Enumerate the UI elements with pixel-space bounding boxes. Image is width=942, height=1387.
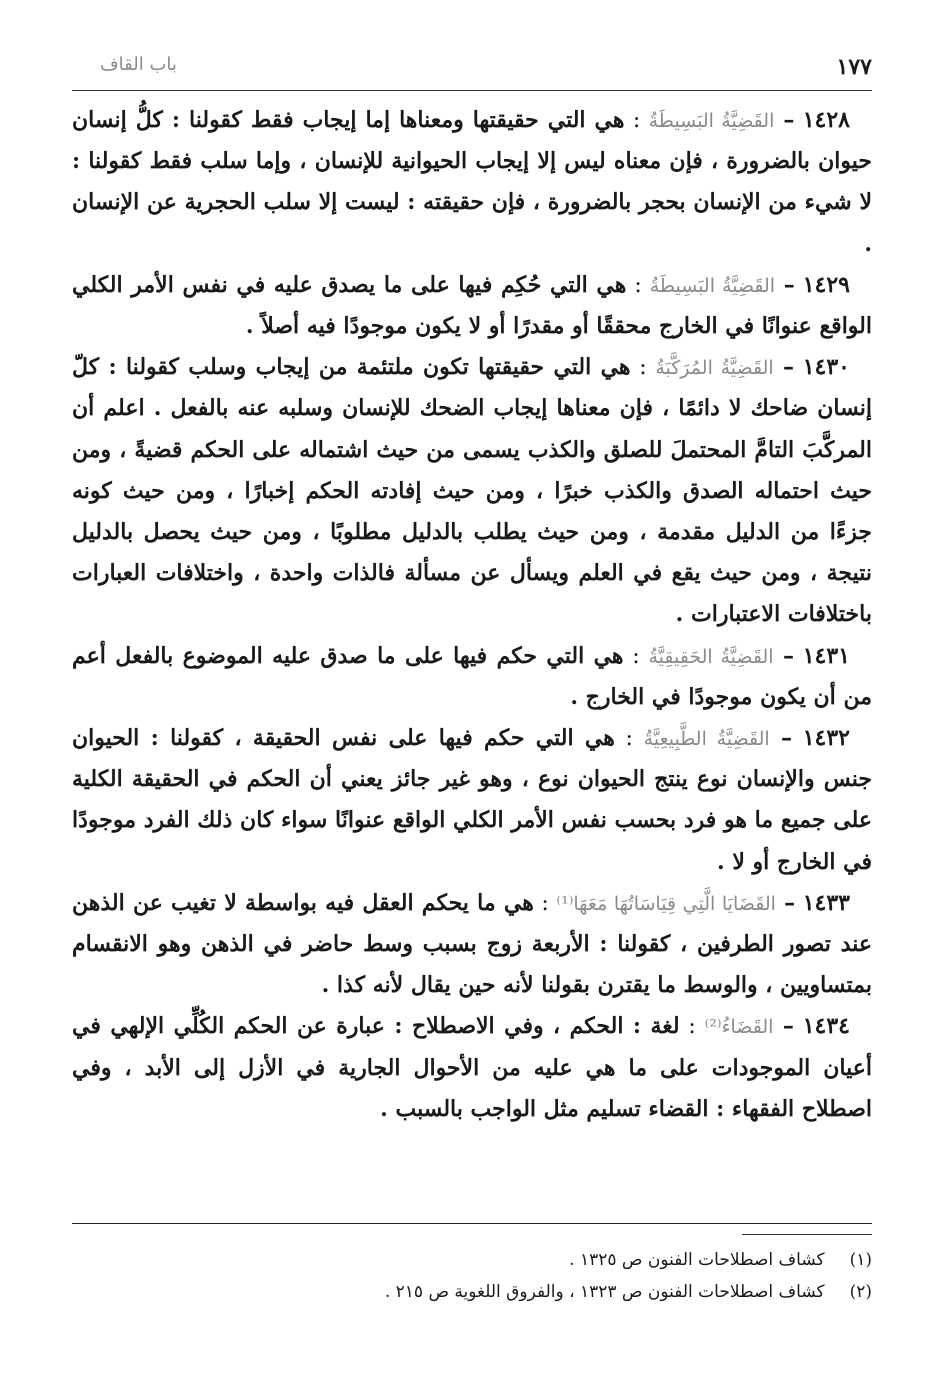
entry-term: القَضَايَا الَّتِي قِيَاسَاتُهَا مَعَهَا⁽¹⁾ bbox=[556, 892, 776, 915]
entry-number: ١٤٣٠ bbox=[802, 354, 850, 381]
header-rule bbox=[72, 90, 872, 91]
entry-term: القَضِيَّةُ المُرَكَّبَةُ bbox=[655, 357, 774, 380]
entry-definition: هي التي حكم فيها على ما صدق عليه الموضوع بالفعل أعم من أن يكون موجودًا في الخارج . bbox=[72, 642, 872, 710]
entry-number: ١٤٣٢ bbox=[802, 725, 850, 752]
entry-1431: ١٤٣١ – القَضِيَّةُ الحَقِيقِيَّةُ : هي التي حكم فيها على ما صدق عليه الموضوع بالفعل أعم من أن يكون موجودًا في الخارج . bbox=[72, 642, 872, 710]
dictionary-entries bbox=[72, 100, 872, 1130]
entry-definition: هي التي حكم فيها على نفس الحقيقة ، كقولنا : الحيوان جنس والإنسان نوع ينتج الحيوان نوع ، وهو غير جائز يعني أن الحكم في الحقيقة الكلية على جميع ما هو فرد بحسب نفس الأمر الكلي الواقع عنوانًا سواء كان ذلك الفرد موجودًا في الخارج أو لا . bbox=[72, 725, 872, 875]
entry-definition: هي التي حقيقتها ومعناها إما إيجاب فقط كقولنا : كلُّ إنسان حيوان بالضرورة ، فإن معناه ليس إلا إيجاب الحيوانية للإنسان ، وإما سلب فقط كقولنا : لا شيء من الإنسان بحجر بالضرورة ، فإن حقيقته : ليست إلا سلب الحجرية عن الإنسان . bbox=[72, 107, 872, 257]
footnote-text: كشاف اصطلاحات الفنون ص ١٣٢٣ ، والفروق اللغوية ص ٢١٥ . bbox=[384, 1282, 825, 1302]
running-title: باب القاف bbox=[100, 54, 177, 75]
entry-term: القَضِيَّةُ البَسِيطَةُ bbox=[648, 110, 775, 132]
entry-1429: ١٤٢٩ – القَضِيَّةُ البَسِيطَةُ : هي التي حُكِم فيها على ما يصدق عليه في نفس الأمر الكلي الواقع عنوانًا في الخارج محققًا أو مقدرًا أو لا يكون موجودًا فيه أصلاً . bbox=[72, 271, 872, 340]
entry-1433: ١٤٣٣ – القَضَايَا الَّتِي قِيَاسَاتُهَا مَعَهَا⁽¹⁾ : هي ما يحكم العقل فيه بواسطة لا تغيب عن الذهن عند تصور الطرفين ، كقولنا : الأربعة زوج بسبب وسط حاضر في الذهن وهو الانقسام بمتساويين ، والوسط ما يقترن بقولنا لأنه حين يقال لأنه كذا . bbox=[72, 889, 872, 999]
entry-1428: ١٤٢٨ – القَضِيَّةُ البَسِيطَةُ : هي التي حقيقتها ومعناها إما إيجاب فقط كقولنا : كلُّ إنسان حيوان بالضرورة ، فإن معناه ليس إلا إيجاب الحيوانية للإنسان ، وإما سلب فقط كقولنا : لا شيء من الإنسان بحجر بالضرورة ، فإن حقيقته : ليست إلا سلب الحجرية عن الإنسان . bbox=[72, 107, 872, 257]
entry-number: ١٤٢٨ bbox=[802, 107, 850, 133]
entry-definition: هي ما يحكم العقل فيه بواسطة لا تغيب عن الذهن عند تصور الطرفين ، كقولنا : الأربعة زوج بسبب وسط حاضر في الذهن وهو الانقسام بمتساويين ، والوسط ما يقترن بقولنا لأنه حين يقال لأنه كذا . bbox=[72, 889, 872, 999]
entry-term: القَضَاءُ⁽²⁾ bbox=[704, 1016, 774, 1039]
footnotes bbox=[72, 1244, 872, 1308]
entry-definition: هي التي حقيقتها تكون ملتئمة من إيجاب وسلب كقولنا : كلّ إنسان ضاحك لا دائمًا ، فإن معناها إيجاب الضحك للإنسان وسلبه عنه بالفعل . اعلم أن المركَّبَ التامَّ المحتملَ للصلق والكذب يسمى من حيث اشتماله على الحكم قضيةً ، ومن حيث احتماله الصدق والكذب خبرًا ، ومن حيث إفادته الحكم إخبارًا ، ومن حيث كونه جزءًا من الدليل مقدمة ، ومن حيث يطلب بالدليل مطلوبًا ، ومن حيث يحصل بالدليل نتيجة ، ومن حيث يقع في العلم ويسأل عن مسألة فالذات واحدة ، واختلافات العبارات باختلافات الاعتبارات . bbox=[72, 354, 872, 628]
entry-1434: ١٤٣٤ – القَضَاءُ⁽²⁾ : لغة : الحكم ، وفي الاصطلاح : عبارة عن الحكم الكُلِّي الإلهي في أعيان الموجودات على ما هي عليه من الأحوال الجارية في الأزل إلى الأبد ، وفي اصطلاح الفقهاء : القضاء تسليم مثل الواجب بالسبب . bbox=[72, 1013, 872, 1122]
entry-1432: ١٤٣٢ – القَضِيَّةُ الطَّبِيعِيَّةُ : هي التي حكم فيها على نفس الحقيقة ، كقولنا : الحيوان جنس والإنسان نوع ينتج الحيوان نوع ، وهو غير جائز يعني أن الحكم في الحقيقة الكلية على جميع ما هو فرد بحسب نفس الأمر الكلي الواقع عنوانًا سواء كان ذلك الفرد موجودًا في الخارج أو لا . bbox=[72, 725, 872, 875]
footnote-mark: (١) bbox=[849, 1250, 872, 1270]
entry-number: ١٤٣٣ bbox=[802, 889, 850, 916]
text-end-rule bbox=[72, 1223, 872, 1224]
footnote-1 bbox=[72, 1244, 872, 1276]
entry-term: القَضِيَّةُ البَسِيطَةُ bbox=[649, 274, 776, 297]
footnote-rule bbox=[742, 1234, 872, 1235]
entry-definition: هي التي حُكِم فيها على ما يصدق عليه في نفس الأمر الكلي الواقع عنوانًا في الخارج محققًا أو مقدرًا أو لا يكون موجودًا فيه أصلاً . bbox=[72, 271, 872, 340]
entry-term: القَضِيَّةُ الطَّبِيعِيَّةُ bbox=[643, 728, 770, 751]
page-header bbox=[72, 42, 872, 92]
entry-term: القَضِيَّةُ الحَقِيقِيَّةُ bbox=[648, 645, 774, 668]
footnote-2 bbox=[72, 1276, 872, 1308]
entry-number: ١٤٢٩ bbox=[802, 271, 850, 298]
entry-number: ١٤٣١ bbox=[802, 642, 850, 669]
footnote-text: كشاف اصطلاحات الفنون ص ١٣٢٥ . bbox=[569, 1250, 825, 1270]
entry-definition: لغة : الحكم ، وفي الاصطلاح : عبارة عن الحكم الكُلِّي الإلهي في أعيان الموجودات على ما هي عليه من الأحوال الجارية في الأزل إلى الأبد ، وفي اصطلاح الفقهاء : القضاء تسليم مثل الواجب بالسبب . bbox=[72, 1013, 872, 1122]
entry-number: ١٤٣٤ bbox=[802, 1013, 850, 1040]
footnote-mark: (٢) bbox=[849, 1282, 872, 1302]
page-number: ١٧٧ bbox=[836, 54, 872, 80]
entry-1430: ١٤٣٠ – القَضِيَّةُ المُرَكَّبَةُ : هي التي حقيقتها تكون ملتئمة من إيجاب وسلب كقولنا : كلّ إنسان ضاحك لا دائمًا ، فإن معناها إيجاب الضحك للإنسان وسلبه عنه بالفعل . اعلم أن المركَّبَ التامَّ المحتملَ للصلق والكذب يسمى من حيث اشتماله على الحكم قضيةً ، ومن حيث احتماله الصدق والكذب خبرًا ، ومن حيث إفادته الحكم إخبارًا ، ومن حيث كونه جزءًا من الدليل مقدمة ، ومن حيث يطلب بالدليل مطلوبًا ، ومن حيث يحصل بالدليل نتيجة ، ومن حيث يقع في العلم ويسأل عن مسألة فالذات واحدة ، واختلافات العبارات باختلافات الاعتبارات . bbox=[72, 354, 872, 628]
